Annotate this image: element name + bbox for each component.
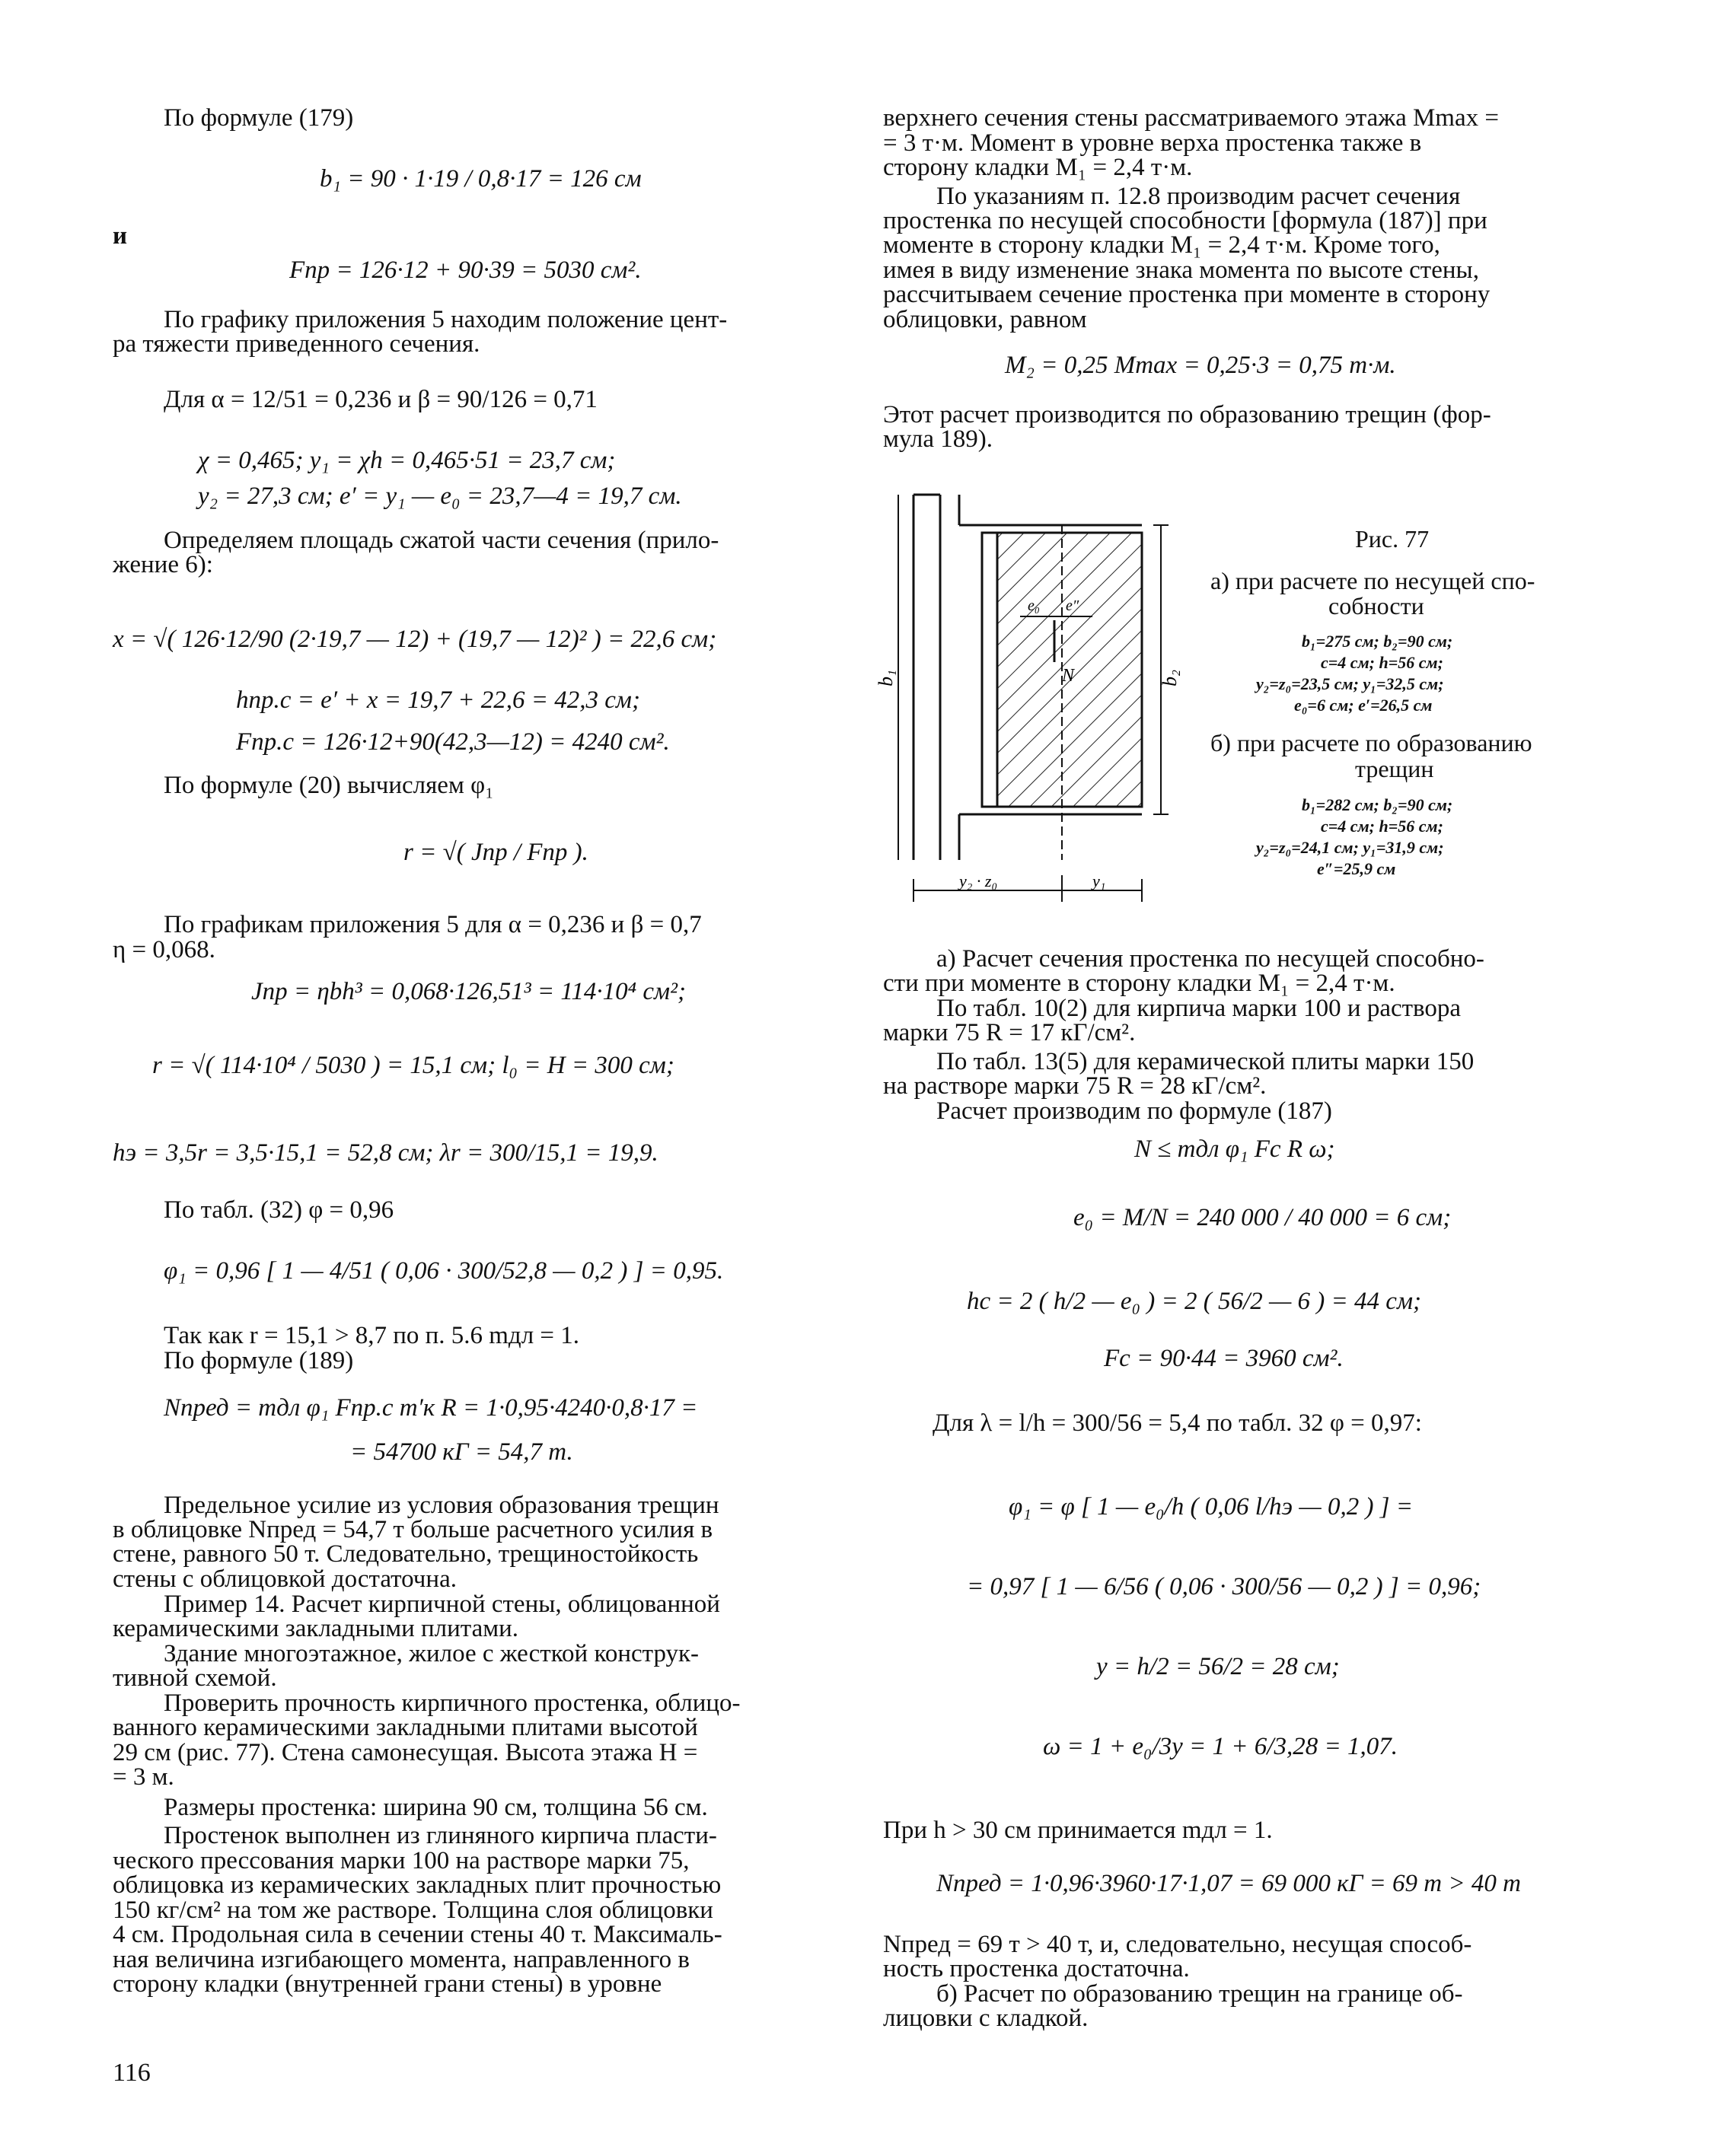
figure-label-e: e″ bbox=[1066, 597, 1079, 614]
text-line: η = 0,068. bbox=[113, 936, 215, 963]
figure-caption-a: собности bbox=[1328, 592, 1424, 619]
formula: Для α = 12/51 = 0,236 и β = 90/126 = 0,71 bbox=[164, 386, 598, 413]
figure-params-b: b₁=282 см; b₂=90 см; bbox=[1302, 795, 1453, 814]
figure-caption-b: б) при расчете по образованию bbox=[1210, 729, 1532, 756]
text-line: По графикам приложения 5 для α = 0,236 и β = 0,7 bbox=[164, 911, 702, 938]
formula: φ₁ = φ [ 1 — e₀/h ( 0,06 l/hэ — 0,2 ) ] = bbox=[1009, 1493, 1414, 1521]
text-line: = 3 т·м. Момент в уровне верха простенка также в bbox=[883, 129, 1422, 157]
formula: r = √( 114·10⁴ / 5030 ) = 15,1 см; l₀ = H = 300 см; bbox=[152, 1052, 674, 1079]
formula: hc = 2 ( h/2 — e₀ ) = 2 ( 56/2 — 6 ) = 44 см; bbox=[967, 1288, 1421, 1315]
text-line: сторону кладки M₁ = 2,4 т·м. bbox=[883, 154, 1193, 181]
text-line: жение 6): bbox=[113, 551, 213, 578]
page-number: 116 bbox=[113, 2059, 151, 2087]
text-line: 29 см (рис. 77). Стена самонесущая. Высота этажа H = bbox=[113, 1739, 698, 1766]
formula: Fпр = 126·12 + 90·39 = 5030 см². bbox=[289, 256, 642, 284]
text-line: По табл. 13(5) для керамической плиты марки 150 bbox=[936, 1048, 1475, 1075]
text-line: стены с облицовкой достаточна. bbox=[113, 1565, 457, 1593]
text-line: Здание многоэтажное, жилое с жесткой конструк- bbox=[164, 1640, 700, 1667]
text-line: облицовка из керамических закладных плит прочностью bbox=[113, 1871, 722, 1899]
formula: Nпред = mдл φ₁ Fпр.с m′к R = 1·0,95·4240·0,8·17 = bbox=[164, 1394, 698, 1422]
text-line: сторону кладки (внутренней грани стены) в уровне bbox=[113, 1970, 662, 1998]
formula: Fпр.с = 126·12+90(42,3—12) = 4240 см². bbox=[236, 728, 670, 756]
text-line: ная величина изгибающего момента, направленного в bbox=[113, 1946, 690, 1973]
text-line: По формуле (20) вычисляем φ₁ bbox=[164, 772, 494, 799]
figure-caption-b: трещин bbox=[1355, 755, 1434, 782]
text-line: сти при моменте в сторону кладки M₁ = 2,4 т·м. bbox=[883, 970, 1395, 997]
text-line: По табл. (32) φ = 0,96 bbox=[164, 1196, 394, 1224]
figure-params-b: e″=25,9 см bbox=[1317, 859, 1396, 878]
text-line: Размеры простенка: ширина 90 см, толщина 56 см. bbox=[164, 1794, 708, 1821]
example-heading: Пример 14. Расчет кирпичной стены, облицованной bbox=[164, 1591, 720, 1618]
formula: e₀ = M/N = 240 000 / 40 000 = 6 см; bbox=[1073, 1204, 1452, 1231]
text-line: тивной схемой. bbox=[113, 1664, 277, 1692]
text-line: облицовки, равном bbox=[883, 306, 1087, 333]
text-line: простенка по несущей способности [формула (187)] при bbox=[883, 207, 1487, 234]
figure-label-b2: b₂ bbox=[1159, 669, 1181, 686]
text-line: ванного керамическими закладными плитами высотой bbox=[113, 1714, 698, 1741]
formula: b₁ = 90 · 1·19 / 0,8·17 = 126 см bbox=[320, 165, 642, 193]
formula: M₂ = 0,25 Mmax = 0,25·3 = 0,75 т·м. bbox=[1005, 352, 1396, 379]
text-line: По формуле (179) bbox=[164, 104, 354, 132]
text-line: При h > 30 см принимается mдл = 1. bbox=[883, 1817, 1273, 1844]
formula: y = h/2 = 56/2 = 28 см; bbox=[1096, 1653, 1340, 1680]
text-line: Простенок выполнен из глиняного кирпича пласти- bbox=[164, 1822, 717, 1849]
formula: φ₁ = 0,96 [ 1 — 4/51 ( 0,06 · 300/52,8 — 0,2 ) ] = 0,95. bbox=[164, 1257, 724, 1285]
figure-label-y1: y₁ bbox=[1092, 871, 1106, 890]
text-line: и bbox=[113, 222, 128, 250]
figure-params-a: b₁=275 см; b₂=90 см; bbox=[1302, 632, 1453, 651]
formula: χ = 0,465; y₁ = χh = 0,465·51 = 23,7 см; bbox=[198, 447, 616, 474]
text-line: в облицовке Nпред = 54,7 т больше расчетного усилия в bbox=[113, 1516, 713, 1543]
formula: Nпред = 1·0,96·3960·17·1,07 = 69 000 кГ = 69 т > 40 т bbox=[936, 1870, 1521, 1897]
text-line: По табл. 10(2) для кирпича марки 100 и раствора bbox=[936, 995, 1462, 1022]
formula: Для λ = l/h = 300/56 = 5,4 по табл. 32 φ = 0,97: bbox=[933, 1409, 1422, 1437]
figure-params-a: e₀=6 см; e′=26,5 см bbox=[1294, 696, 1433, 715]
text-line: моменте в сторону кладки M₁ = 2,4 т·м. Кроме того, bbox=[883, 231, 1440, 259]
text-line: 4 см. Продольная сила в сечении стены 40 т. Максималь- bbox=[113, 1921, 722, 1948]
formula: hэ = 3,5r = 3,5·15,1 = 52,8 см; λr = 300/15,1 = 19,9. bbox=[113, 1139, 658, 1167]
formula: hпр.с = e′ + x = 19,7 + 22,6 = 42,3 см; bbox=[236, 686, 640, 714]
text-line: Так как r = 15,1 > 8,7 по п. 5.6 mдл = 1. bbox=[164, 1322, 580, 1349]
text-line: Nпред = 69 т > 40 т, и, следовательно, несущая способ- bbox=[883, 1931, 1472, 1958]
text-line: мула 189). bbox=[883, 425, 993, 453]
figure-label-e0: e₀ bbox=[1028, 597, 1040, 614]
formula: ω = 1 + e₀/3y = 1 + 6/3,28 = 1,07. bbox=[1043, 1733, 1398, 1760]
text-line: Расчет производим по формуле (187) bbox=[936, 1097, 1332, 1125]
text-line: имея в виду изменение знака момента по высоте стены, bbox=[883, 256, 1479, 284]
figure-params-a: c=4 см; h=56 см; bbox=[1321, 653, 1443, 672]
formula: N ≤ mдл φ₁ Fc R ω; bbox=[1134, 1135, 1335, 1163]
figure-title: Рис. 77 bbox=[1355, 525, 1430, 553]
figure-label-b1: b₁ bbox=[875, 669, 897, 686]
text-line: = 3 м. bbox=[113, 1763, 174, 1791]
text-line: на растворе марки 75 R = 28 кГ/см². bbox=[883, 1072, 1267, 1100]
text-line: Этот расчет производится по образованию трещин (фор- bbox=[883, 401, 1491, 428]
figure-label-y2z0: y₂ · z₀ bbox=[959, 871, 998, 890]
figure-params-a: y₂=z₀=23,5 см; y₁=32,5 см; bbox=[1256, 674, 1444, 693]
text-line: рассчитываем сечение простенка при моменте в сторону bbox=[883, 281, 1491, 308]
formula: = 0,97 [ 1 — 6/56 ( 0,06 · 300/56 — 0,2 ) ] = 0,96; bbox=[967, 1573, 1481, 1600]
text-line: 150 кг/см² на том же растворе. Толщина слоя облицовки bbox=[113, 1896, 713, 1924]
text-line: Определяем площадь сжатой части сечения (прило- bbox=[164, 527, 719, 554]
text-line: Проверить прочность кирпичного простенка, облицо- bbox=[164, 1689, 741, 1717]
figure-77-drawing bbox=[875, 479, 1226, 906]
text-line: лицовки с кладкой. bbox=[883, 2005, 1089, 2032]
text-line: а) Расчет сечения простенка по несущей способно- bbox=[936, 945, 1484, 973]
text-line: По графику приложения 5 находим положение цент- bbox=[164, 306, 728, 333]
text-line: Предельное усилие из условия образования трещин bbox=[164, 1492, 719, 1519]
text-line: марки 75 R = 17 кГ/см². bbox=[883, 1019, 1136, 1046]
figure-params-b: c=4 см; h=56 см; bbox=[1321, 817, 1443, 836]
figure-label-n: N bbox=[1062, 666, 1075, 686]
text-line: верхнего сечения стены рассматриваемого этажа Mmax = bbox=[883, 104, 1499, 132]
figure-params-b: y₂=z₀=24,1 см; y₁=31,9 см; bbox=[1256, 838, 1444, 857]
figure-caption-a: а) при расчете по несущей спо- bbox=[1210, 567, 1535, 594]
text-line: По указаниям п. 12.8 производим расчет сечения bbox=[936, 183, 1461, 210]
text-line: б) Расчет по образованию трещин на границе об- bbox=[936, 1980, 1463, 2008]
formula: = 54700 кГ = 54,7 т. bbox=[350, 1438, 573, 1466]
text-line: ность простенка достаточна. bbox=[883, 1955, 1190, 1982]
formula: Fc = 90·44 = 3960 см². bbox=[1104, 1345, 1344, 1372]
text-line: По формуле (189) bbox=[164, 1347, 354, 1374]
text-line: ческого прессования марки 100 на растворе марки 75, bbox=[113, 1847, 690, 1874]
formula: r = √( Jпр / Fпр ). bbox=[403, 839, 588, 866]
text-line: стене, равного 50 т. Следовательно, трещиностойкость bbox=[113, 1540, 699, 1568]
text-line: ра тяжести приведенного сечения. bbox=[113, 330, 480, 358]
formula: x = √( 126·12/90 (2·19,7 — 12) + (19,7 — 12)² ) = 22,6 см; bbox=[113, 626, 717, 653]
formula: Jпр = ηbh³ = 0,068·126,51³ = 114·10⁴ см²; bbox=[251, 978, 686, 1005]
text-line: керамическими закладными плитами. bbox=[113, 1615, 519, 1642]
formula: y₂ = 27,3 см; e′ = y₁ — e₀ = 23,7—4 = 19,7 см. bbox=[198, 482, 682, 510]
